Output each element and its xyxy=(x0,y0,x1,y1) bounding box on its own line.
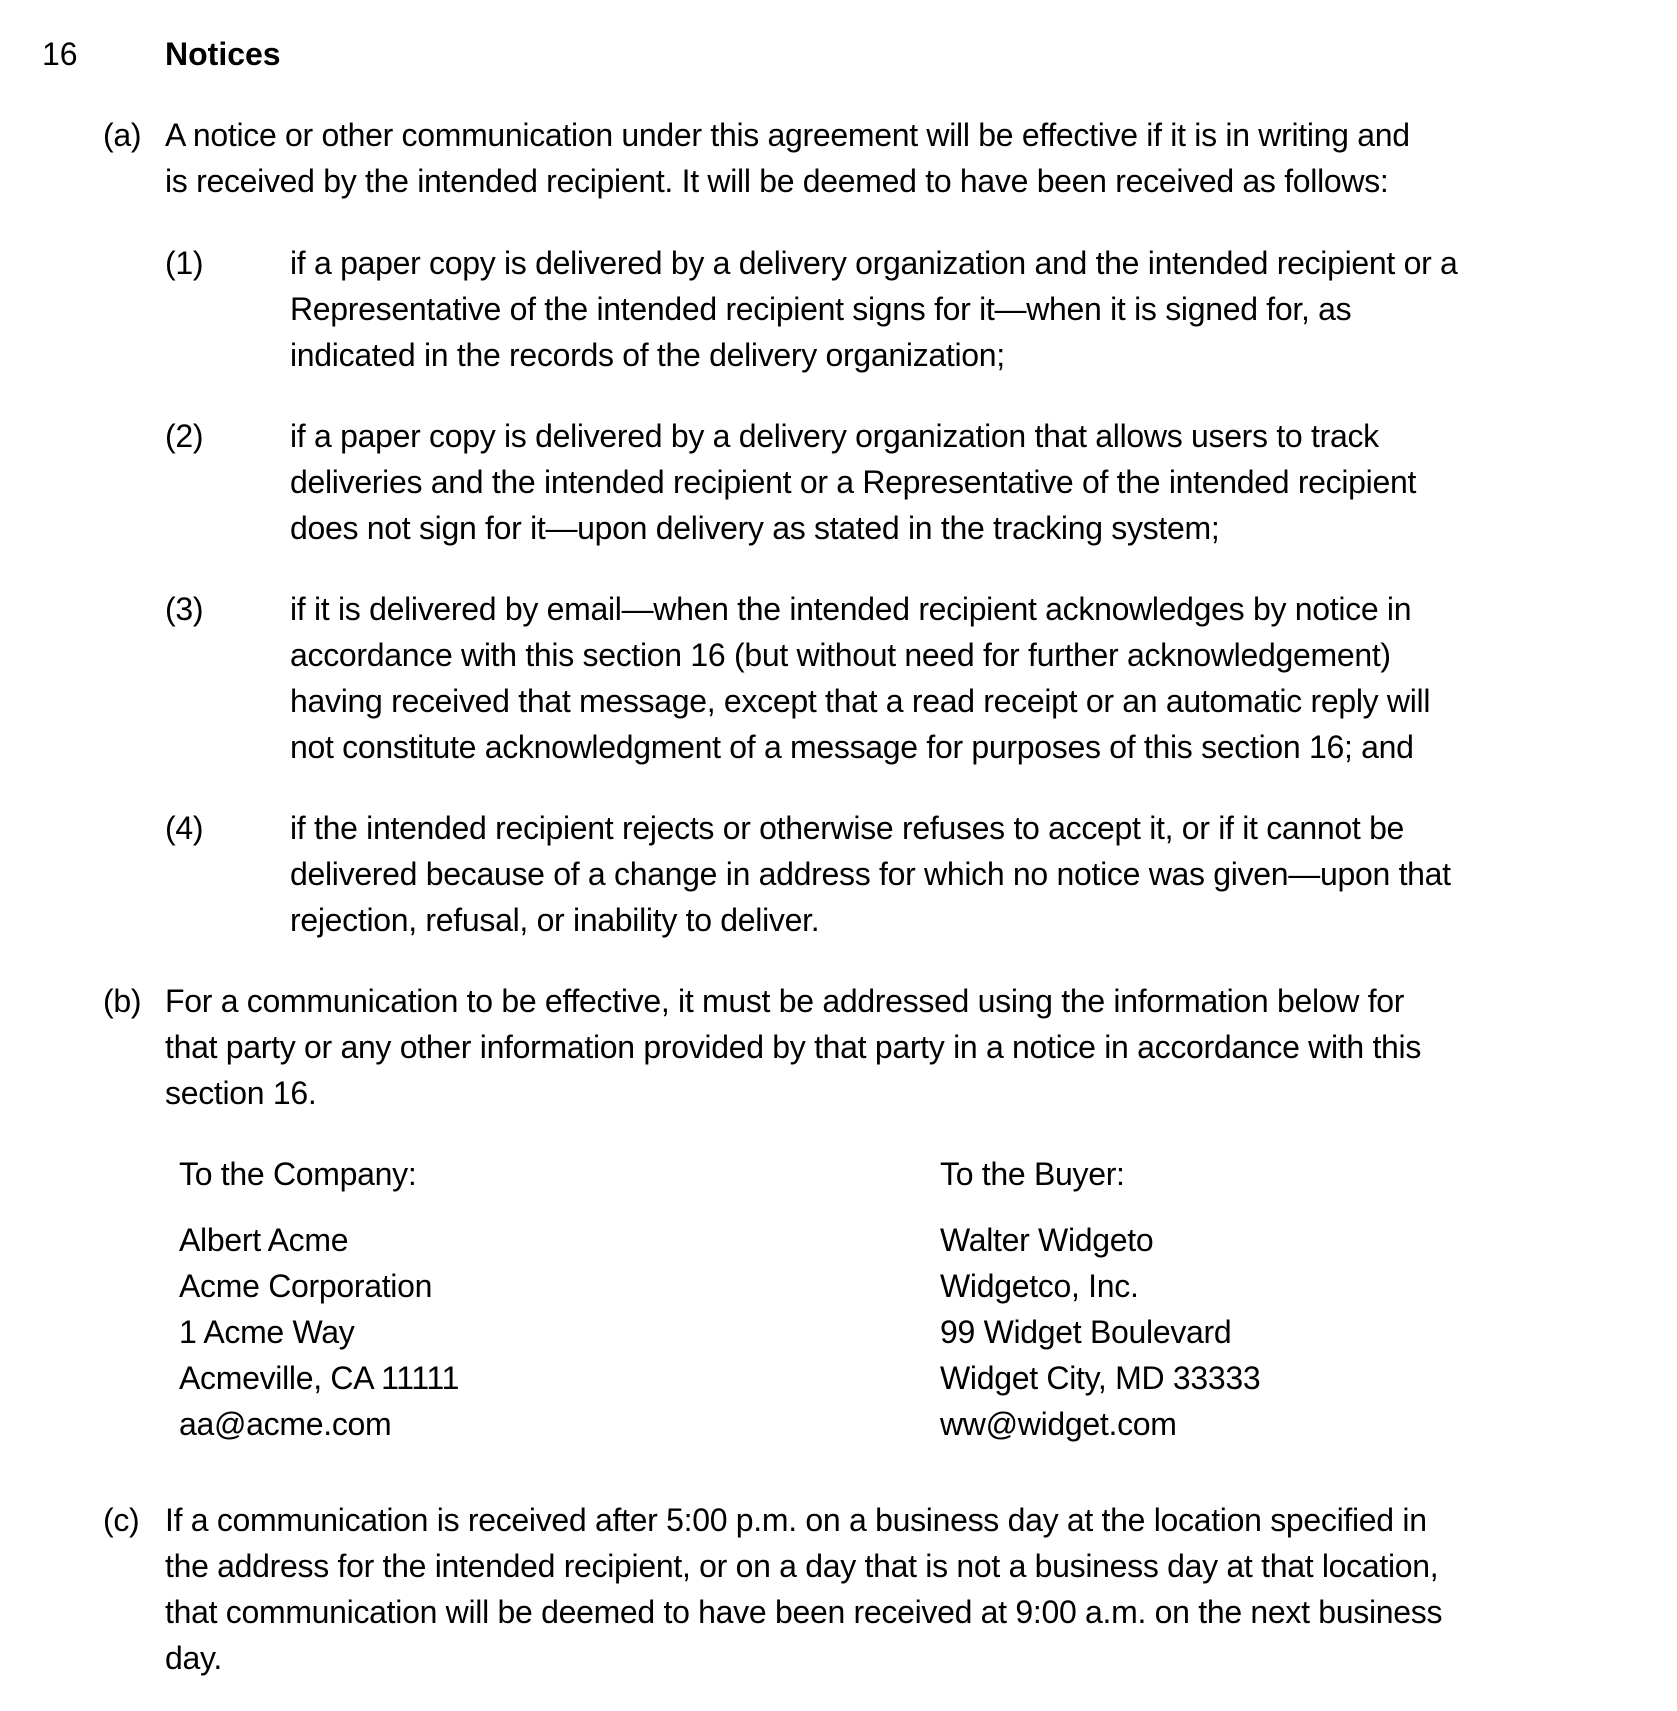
subparagraph-1-line: if a paper copy is delivered by a delivery organization and the intended recipient or a xyxy=(290,245,1458,281)
buyer-address-line: Widget City, MD 33333 xyxy=(940,1360,1261,1396)
company-address-line: Acme Corporation xyxy=(179,1268,433,1304)
paragraph-a-label: (a) xyxy=(103,117,142,153)
subparagraph-1-label: (1) xyxy=(165,245,204,281)
section-title: Notices xyxy=(165,36,281,72)
paragraph-b-label: (b) xyxy=(103,983,142,1019)
company-email: aa@acme.com xyxy=(179,1406,392,1442)
paragraph-a-line: is received by the intended recipient. It will be deemed to have been received as follows: xyxy=(165,163,1389,199)
paragraph-b-line: section 16. xyxy=(165,1075,317,1111)
company-address-line: Acmeville, CA 11111 xyxy=(179,1360,460,1396)
paragraph-c-line: day. xyxy=(165,1640,222,1676)
buyer-address-line: Widgetco, Inc. xyxy=(940,1268,1139,1304)
section-number: 16 xyxy=(42,36,78,72)
paragraph-c-line: the address for the intended recipient, or on a day that is not a business day at that location, xyxy=(165,1548,1439,1584)
subparagraph-3-line: having received that message, except that a read receipt or an automatic reply will xyxy=(290,683,1431,719)
subparagraph-4-label: (4) xyxy=(165,810,204,846)
paragraph-c-line: If a communication is received after 5:00 p.m. on a business day at the location specified in xyxy=(165,1502,1427,1538)
buyer-address-line: 99 Widget Boulevard xyxy=(940,1314,1232,1350)
subparagraph-2-line: if a paper copy is delivered by a delivery organization that allows users to track xyxy=(290,418,1379,454)
paragraph-c-label: (c) xyxy=(103,1502,140,1538)
subparagraph-2-label: (2) xyxy=(165,418,204,454)
subparagraph-4-line: delivered because of a change in address for which no notice was given—upon that xyxy=(290,856,1451,892)
paragraph-b-line: For a communication to be effective, it must be addressed using the information below for xyxy=(165,983,1405,1019)
subparagraph-3-label: (3) xyxy=(165,591,204,627)
subparagraph-3-line: not constitute acknowledgment of a message for purposes of this section 16; and xyxy=(290,729,1414,765)
buyer-address-line: Walter Widgeto xyxy=(940,1222,1154,1258)
paragraph-a-line: A notice or other communication under this agreement will be effective if it is in writing and xyxy=(165,117,1410,153)
subparagraph-1-line: indicated in the records of the delivery organization; xyxy=(290,337,1005,373)
company-address-heading: To the Company: xyxy=(179,1156,417,1192)
subparagraph-4-line: if the intended recipient rejects or otherwise refuses to accept it, or if it cannot be xyxy=(290,810,1405,846)
paragraph-c-line: that communication will be deemed to have been received at 9:00 a.m. on the next business xyxy=(165,1594,1443,1630)
subparagraph-3-line: accordance with this section 16 (but without need for further acknowledgement) xyxy=(290,637,1391,673)
subparagraph-2-line: does not sign for it—upon delivery as stated in the tracking system; xyxy=(290,510,1220,546)
subparagraph-3-line: if it is delivered by email—when the intended recipient acknowledges by notice in xyxy=(290,591,1412,627)
subparagraph-2-line: deliveries and the intended recipient or a Representative of the intended recipient xyxy=(290,464,1417,500)
paragraph-b-line: that party or any other information provided by that party in a notice in accordance with this xyxy=(165,1029,1422,1065)
subparagraph-4-line: rejection, refusal, or inability to deliver. xyxy=(290,902,820,938)
subparagraph-1-line: Representative of the intended recipient signs for it—when it is signed for, as xyxy=(290,291,1352,327)
buyer-address-heading: To the Buyer: xyxy=(940,1156,1125,1192)
company-address-line: 1 Acme Way xyxy=(179,1314,355,1350)
company-address-line: Albert Acme xyxy=(179,1222,349,1258)
buyer-email: ww@widget.com xyxy=(940,1406,1177,1442)
